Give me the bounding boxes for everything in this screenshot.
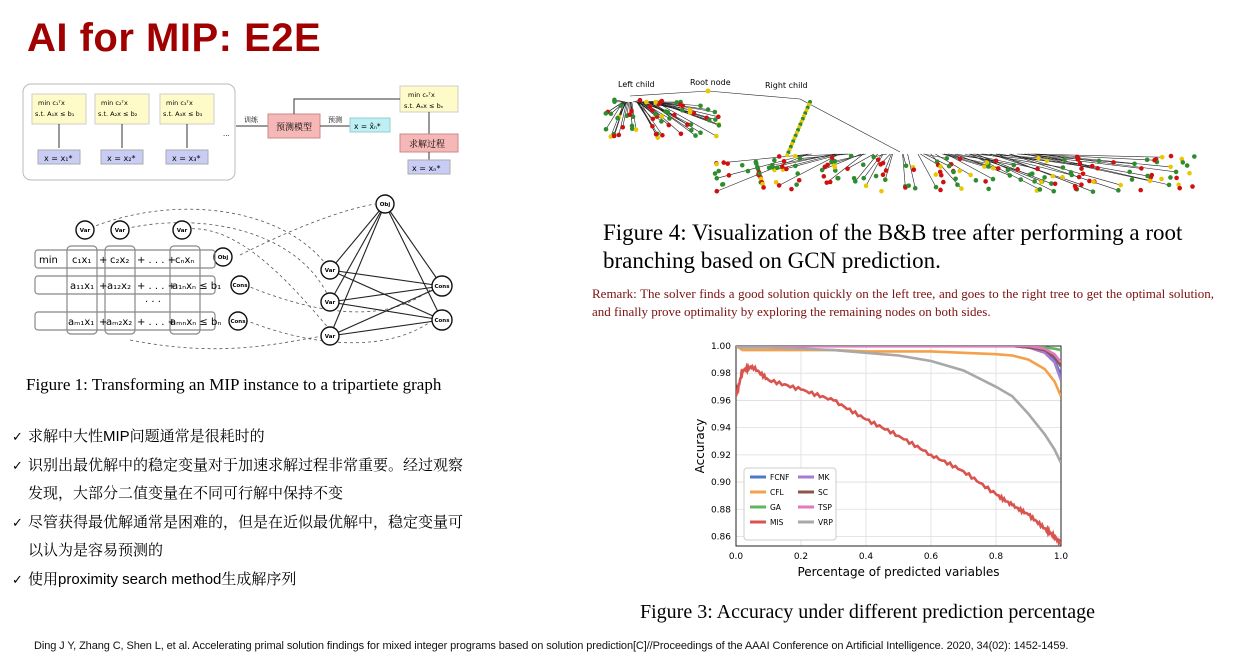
- tree-node: [986, 187, 991, 192]
- tree-node: [674, 100, 679, 105]
- solution-3: x = x₃*: [172, 154, 201, 163]
- tree-node: [991, 177, 996, 182]
- tree-node: [1087, 179, 1092, 184]
- tree-node: [822, 174, 827, 179]
- tree-node: [770, 165, 775, 170]
- tree-node: [698, 130, 703, 135]
- legend-label: TSP: [818, 503, 832, 512]
- svg-text:Cons: Cons: [434, 318, 450, 324]
- tree-node: [688, 110, 693, 115]
- tree-node: [654, 132, 659, 137]
- figure3-caption: Figure 3: Accuracy under different prediction percentage: [640, 601, 1095, 623]
- tree-node: [1091, 179, 1096, 184]
- tree-node: [968, 173, 973, 178]
- tree-node: [1145, 157, 1150, 162]
- tree-node: [1167, 183, 1172, 188]
- tree-node: [693, 133, 698, 138]
- tree-node: [716, 169, 721, 174]
- tree-node: [620, 125, 625, 130]
- x-tick-label: 0.8: [988, 552, 1004, 562]
- tree-node: [1008, 173, 1013, 178]
- tree-edge: [918, 154, 936, 187]
- tree-node: [947, 164, 952, 169]
- tree-node: [1181, 160, 1186, 165]
- tree-node: [1095, 166, 1100, 171]
- check-icon: ✓: [12, 457, 23, 473]
- tree-node: [725, 161, 730, 166]
- tree-node: [1035, 167, 1040, 172]
- tree-node: [1051, 189, 1056, 194]
- svg-text:求解过程: 求解过程: [409, 140, 446, 150]
- tree-node: [833, 165, 838, 170]
- tree-node: [721, 160, 726, 165]
- tree-node: [1127, 170, 1132, 175]
- y-tick-label: 0.90: [710, 478, 731, 489]
- tree-node: [650, 108, 655, 113]
- tree-node: [604, 127, 609, 132]
- tree-node: [836, 176, 841, 181]
- tree-node: [660, 133, 665, 138]
- tree-node: [881, 161, 886, 166]
- tree-node: [1061, 165, 1066, 170]
- tree-node: [1081, 171, 1086, 176]
- svg-text:c₂x₂: c₂x₂: [110, 255, 130, 266]
- tree-node: [1006, 168, 1011, 173]
- tree-node: [707, 118, 712, 123]
- tree-node: [1060, 175, 1065, 180]
- y-tick-label: 0.94: [710, 423, 731, 434]
- tree-node: [681, 103, 686, 108]
- tree-node: [1062, 157, 1067, 162]
- figure4-remark: Remark: The solver finds a good solution quickly on the left tree, and goes to the right tree to get the optimal solution, and finally prove optimality by exploring the remaining nodes on both sides.: [592, 286, 1214, 319]
- tree-node: [706, 107, 711, 112]
- y-tick-label: 0.88: [710, 505, 731, 516]
- root-node-label: Root node: [690, 78, 731, 87]
- right-child-label: Right child: [765, 81, 808, 90]
- tree-node: [852, 176, 857, 181]
- tree-node: [1185, 163, 1190, 168]
- tree-node: [864, 184, 869, 189]
- tree-node: [653, 112, 658, 117]
- tree-node: [1192, 154, 1197, 159]
- tree-node: [685, 122, 690, 127]
- left-child-label: Left child: [618, 80, 655, 89]
- tree-node: [698, 103, 703, 108]
- svg-text:min cₙᵀx: min cₙᵀx: [408, 91, 435, 99]
- tree-node: [660, 114, 665, 119]
- tree-node: [934, 185, 939, 190]
- svg-text:s.t. A₂x ≤ b₂: s.t. A₂x ≤ b₂: [98, 110, 138, 118]
- svg-text:min c₂ᵀx: min c₂ᵀx: [101, 99, 128, 107]
- tree-node: [1132, 162, 1137, 167]
- y-tick-label: 0.92: [710, 450, 731, 461]
- tree-node: [798, 156, 803, 161]
- tree-node: [1097, 159, 1102, 164]
- tree-node: [650, 124, 655, 129]
- tree-node: [680, 108, 685, 113]
- tree-node: [644, 100, 649, 105]
- tree-node: [1045, 159, 1050, 164]
- tree-node: [689, 128, 694, 133]
- tree-node: [617, 133, 622, 138]
- tree-node: [746, 169, 751, 174]
- tree-node: [879, 189, 884, 194]
- tree-node: [630, 126, 635, 131]
- x-axis-label: Percentage of predicted variables: [797, 565, 1000, 579]
- tree-node: [1042, 175, 1047, 180]
- svg-text:+: +: [99, 317, 108, 328]
- bullet-item: ✓ 尽管获得最优解通常是困难的，但是在近似最优解中，稳定变量可: [12, 509, 522, 538]
- tree-node: [825, 163, 830, 168]
- tree-node: [833, 159, 838, 164]
- tree-node: [1139, 166, 1144, 171]
- tree-node: [1015, 167, 1020, 172]
- tree-node: [1148, 179, 1153, 184]
- tree-node: [913, 186, 918, 191]
- series-line-vrp: [736, 346, 1061, 463]
- tree-node: [615, 116, 620, 121]
- y-tick-label: 0.98: [710, 369, 731, 380]
- svg-text:Var: Var: [324, 300, 336, 306]
- tree-node: [761, 185, 766, 190]
- tree-node: [714, 162, 719, 167]
- y-tick-label: 0.86: [710, 532, 731, 543]
- tree-node: [1118, 183, 1123, 188]
- bullet-list: ✓ 求解中大性MIP问题通常是很耗时的 ✓ 识别出最优解中的稳定变量对于加速求解过程非常重要。经过观察 发现，大部分二值变量在不同可行解中保持不变 ✓ 尽管获得最优解通常是困难的，但是在近似最优解中，稳定变量可 以认为是容易预测的 ✓ 使用proximity search method生成解序列: [12, 423, 522, 594]
- tree-node: [604, 111, 609, 116]
- legend-label: VRP: [818, 518, 833, 527]
- svg-text:min c₁ᵀx: min c₁ᵀx: [38, 99, 65, 107]
- tree-node: [1076, 157, 1081, 162]
- tree-node: [634, 127, 639, 132]
- svg-text:a₁ₙxₙ ≤ b₁: a₁ₙxₙ ≤ b₁: [172, 281, 222, 292]
- x-tick-label: 0.6: [923, 552, 939, 562]
- tree-node: [713, 117, 718, 122]
- problem-box-1: [32, 94, 86, 124]
- accuracy-line-chart: [688, 336, 1076, 586]
- svg-text:min c₃ᵀx: min c₃ᵀx: [166, 99, 193, 107]
- tree-node: [797, 178, 802, 183]
- tree-node: [1011, 163, 1016, 168]
- check-icon: ✓: [12, 429, 23, 444]
- tree-edge: [708, 91, 800, 99]
- tree-node: [1111, 160, 1116, 165]
- tree-node: [985, 160, 990, 165]
- svg-text:min: min: [39, 255, 58, 266]
- tree-node: [959, 186, 964, 191]
- tree-node: [663, 109, 668, 114]
- tree-node: [714, 134, 719, 139]
- tree-node: [1159, 177, 1164, 182]
- tree-node: [720, 182, 725, 187]
- tree-node: [653, 100, 658, 105]
- tree-node: [667, 123, 672, 128]
- svg-text:Cons: Cons: [232, 283, 248, 289]
- tree-node: [679, 131, 684, 136]
- tree-node: [955, 182, 960, 187]
- tree-node: [782, 159, 787, 164]
- x-tick-label: 1.0: [1053, 552, 1069, 562]
- svg-text:s.t. A₁x ≤ b₁: s.t. A₁x ≤ b₁: [35, 110, 75, 118]
- x-tick-label: 0.4: [858, 552, 874, 562]
- tree-node: [714, 176, 719, 181]
- tree-node: [883, 177, 888, 182]
- tree-node: [1018, 177, 1023, 182]
- tree-node: [1187, 171, 1192, 176]
- tree-node: [612, 99, 617, 104]
- tree-node: [996, 166, 1001, 171]
- legend-label: CFL: [770, 488, 784, 497]
- tree-node: [794, 182, 799, 187]
- svg-text:Var: Var: [324, 268, 336, 274]
- svg-text:aₘ₂x₂: aₘ₂x₂: [106, 317, 133, 328]
- tree-node: [1069, 173, 1074, 178]
- svg-text:+ . . . +: + . . . +: [137, 317, 177, 328]
- tree-node: [957, 169, 962, 174]
- tree-node: [609, 111, 614, 116]
- y-tick-label: 0.96: [710, 396, 731, 407]
- legend-label: FCNF: [770, 473, 790, 482]
- svg-text:+ . . . +: + . . . +: [137, 255, 177, 266]
- figure4-caption: Figure 4: Visualization of the B&B tree after performing a root branching based on GCN prediction.: [603, 220, 1183, 273]
- tree-node: [951, 170, 956, 175]
- tree-node: [1079, 182, 1084, 187]
- legend-label: SC: [818, 488, 828, 497]
- tree-node: [884, 168, 889, 173]
- model-label: 预测模型: [276, 123, 313, 133]
- tree-node: [938, 188, 943, 193]
- reference-citation: Ding J Y, Zhang C, Shen L, et al. Accelerating primal solution findings for mixed integer programs based on solution prediction[C]//Proceedings of the AAAI Conference on Artificial Intelligence. 2020, 34(02): 1452-1459.: [34, 640, 1069, 652]
- tree-node: [861, 176, 866, 181]
- tree-node: [785, 153, 789, 157]
- tree-node: [941, 180, 946, 185]
- tree-node: [1079, 166, 1084, 171]
- solution-2: x = x₂*: [107, 154, 136, 163]
- svg-text:c₁x₁: c₁x₁: [72, 255, 92, 266]
- tree-node: [1168, 175, 1173, 180]
- tree-node: [1160, 155, 1165, 160]
- svg-text:a₁₁x₁: a₁₁x₁: [70, 281, 95, 292]
- svg-text:x = x̂ₙ*: x = x̂ₙ*: [354, 122, 381, 131]
- bullet-item: ✓ 使用proximity search method生成解序列: [12, 566, 522, 595]
- tree-node: [1091, 189, 1096, 194]
- tree-node: [780, 164, 785, 169]
- tree-node: [939, 173, 944, 178]
- legend-label: MK: [818, 473, 830, 482]
- tree-node: [871, 155, 876, 160]
- tree-node: [1053, 181, 1058, 186]
- tree-node: [934, 172, 939, 177]
- tree-node: [1152, 158, 1157, 163]
- series-line-cfl: [736, 346, 1061, 396]
- tree-node: [1036, 156, 1041, 161]
- tree-node: [1050, 174, 1055, 179]
- svg-text:a₁₂x₂: a₁₂x₂: [107, 281, 132, 292]
- svg-text:aₘₙxₙ ≤ bₙ: aₘₙxₙ ≤ bₙ: [170, 317, 222, 328]
- bnb-tree-visualization: [600, 74, 1205, 204]
- tree-node: [1145, 174, 1150, 179]
- tree-node: [1168, 165, 1173, 170]
- tree-node: [713, 110, 718, 115]
- tree-node: [1074, 186, 1079, 191]
- legend-label: MIS: [770, 518, 784, 527]
- tree-node: [1028, 172, 1033, 177]
- tree-node: [789, 187, 794, 192]
- tripartite-graph-diagram: [30, 190, 470, 360]
- tree-node: [904, 163, 909, 168]
- tree-node: [672, 113, 677, 118]
- svg-text:Var: Var: [114, 228, 126, 234]
- tree-node: [861, 162, 866, 167]
- tree-node: [667, 116, 672, 121]
- tree-node: [647, 104, 652, 109]
- svg-text:Var: Var: [324, 334, 336, 340]
- tree-edge: [800, 99, 900, 152]
- tree-node: [1174, 170, 1179, 175]
- tree-node: [1032, 179, 1037, 184]
- tree-edge: [630, 91, 708, 96]
- svg-text:Obj: Obj: [217, 255, 229, 261]
- tree-node: [906, 183, 911, 188]
- tree-node: [953, 176, 958, 181]
- legend-label: GA: [770, 503, 781, 512]
- tree-node: [1169, 154, 1174, 159]
- tree-node: [881, 172, 886, 177]
- tree-node: [1138, 188, 1143, 193]
- svg-text:Obj: Obj: [379, 202, 391, 208]
- training-pipeline-diagram: [20, 82, 470, 182]
- tree-node: [714, 189, 719, 194]
- tree-node: [945, 156, 950, 161]
- tree-node: [874, 174, 879, 179]
- tree-node: [1174, 176, 1179, 181]
- svg-text:训练: 训练: [244, 116, 258, 124]
- tree-node: [876, 157, 881, 162]
- tree-node: [1038, 187, 1043, 192]
- svg-text:+: +: [99, 281, 108, 292]
- tree-node: [849, 154, 854, 159]
- tree-node: [638, 98, 643, 103]
- tree-node: [1130, 177, 1135, 182]
- tree-node: [793, 164, 798, 169]
- tree-node: [629, 109, 634, 114]
- svg-text:aₘ₁x₁: aₘ₁x₁: [68, 317, 95, 328]
- svg-text:+ . . . +: + . . . +: [137, 281, 177, 292]
- tree-node: [912, 168, 917, 173]
- check-icon: ✓: [12, 571, 23, 587]
- tree-node: [1090, 164, 1095, 169]
- tree-node: [983, 179, 988, 184]
- svg-text:s.t. Aₙx ≤ bₙ: s.t. Aₙx ≤ bₙ: [404, 102, 444, 110]
- tree-node: [1116, 188, 1121, 193]
- svg-text:x = xₙ*: x = xₙ*: [412, 164, 441, 173]
- tree-node: [618, 103, 623, 108]
- tree-node: [994, 158, 999, 163]
- tree-node: [727, 173, 732, 178]
- check-icon: ✓: [12, 514, 23, 530]
- tree-node: [974, 178, 979, 183]
- tree-root-node: [706, 89, 711, 94]
- problem-box-2: [95, 94, 149, 124]
- svg-text:...: ...: [223, 130, 230, 138]
- tree-node: [793, 154, 798, 159]
- tree-node: [938, 164, 943, 169]
- tree-node: [692, 111, 697, 116]
- svg-text:Cons: Cons: [434, 284, 450, 290]
- x-tick-label: 0.2: [793, 552, 809, 562]
- y-axis-label: Accuracy: [693, 418, 707, 474]
- slide-title: AI for MIP: E2E: [27, 16, 322, 60]
- svg-text:预测: 预测: [328, 116, 342, 124]
- tree-edge: [903, 154, 906, 186]
- bullet-item: ✓ 求解中大性MIP问题通常是很耗时的: [12, 423, 522, 452]
- y-tick-label: 1.00: [710, 342, 731, 352]
- figure1-caption: Figure 1: Transforming an MIP instance to a tripartiete graph: [26, 375, 442, 394]
- tree-node: [795, 171, 800, 176]
- tree-node: [1077, 175, 1082, 180]
- x-tick-label: 0.0: [728, 552, 744, 562]
- tree-node: [772, 158, 777, 163]
- tree-node: [991, 166, 996, 171]
- tree-node: [659, 119, 664, 124]
- tree-node: [1039, 180, 1044, 185]
- tree-node: [740, 163, 745, 168]
- svg-text:Cons: Cons: [230, 319, 246, 325]
- tree-node: [845, 166, 850, 171]
- solution-1: x = x₁*: [44, 154, 73, 163]
- tree-node: [651, 117, 656, 122]
- tree-node: [659, 99, 664, 104]
- tree-node: [612, 134, 617, 139]
- tree-node: [1190, 184, 1195, 189]
- tree-node: [828, 180, 833, 185]
- svg-text:+: +: [99, 255, 108, 266]
- svg-text:s.t. A₃x ≤ b₃: s.t. A₃x ≤ b₃: [163, 110, 203, 118]
- svg-text:cₙxₙ: cₙxₙ: [175, 255, 195, 266]
- svg-text:· · ·: · · ·: [145, 297, 161, 308]
- tree-node: [1078, 161, 1083, 166]
- bullet-item: ✓ 识别出最优解中的稳定变量对于加速求解过程非常重要。经过观察: [12, 452, 522, 481]
- tree-node: [777, 183, 782, 188]
- tree-node: [1177, 186, 1182, 191]
- svg-text:Var: Var: [79, 228, 91, 234]
- tree-node: [775, 165, 780, 170]
- tree-node: [784, 167, 789, 172]
- tree-node: [958, 157, 963, 162]
- tree-node: [777, 154, 782, 159]
- svg-text:Var: Var: [176, 228, 188, 234]
- tree-node: [1149, 173, 1154, 178]
- tree-node: [986, 164, 991, 169]
- problem-box-3: [160, 94, 214, 124]
- tree-node: [717, 123, 722, 128]
